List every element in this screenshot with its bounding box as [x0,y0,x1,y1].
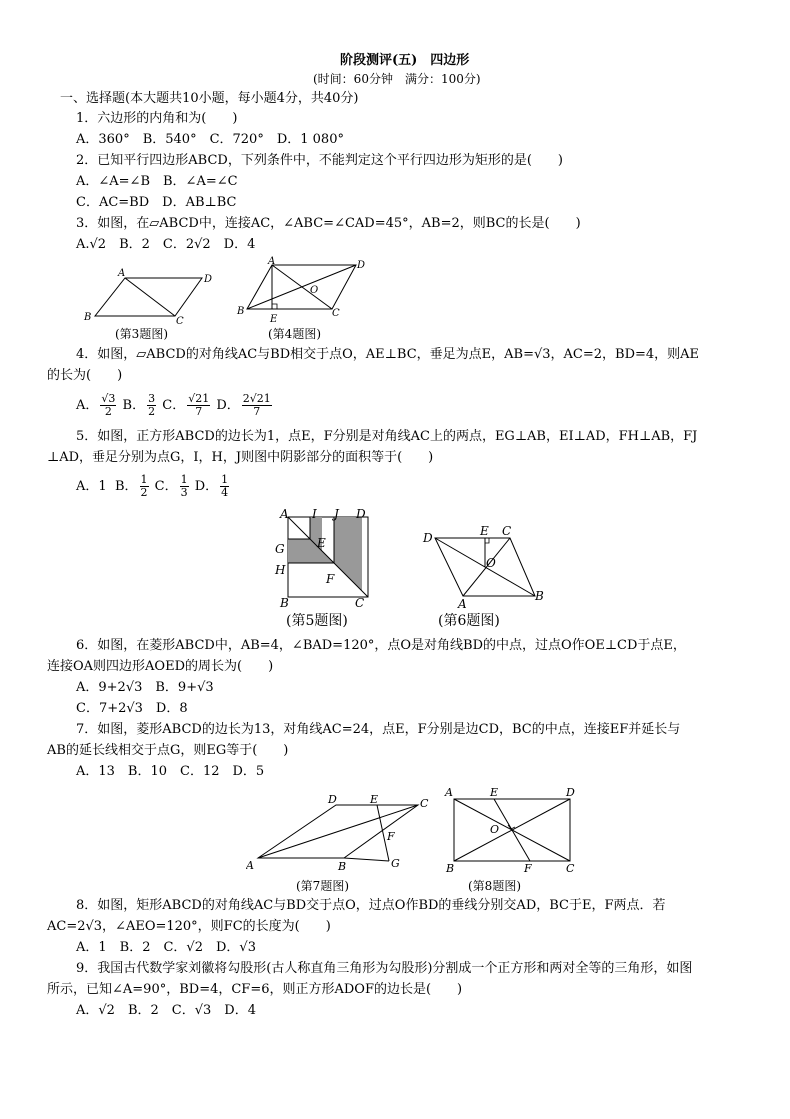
fig8-label-o: O [490,823,500,836]
fig3-label-c: C [176,316,184,326]
figure-8 [442,783,582,875]
q3-stem: 3．如图，在▱ABCD中，连接AC，∠ABC=∠CAD=45°，AB=2，则BC的长是( ) [76,216,581,231]
q5-stem-2: ⊥AD，垂足分别为点G，I，H，J则图中阴影部分的面积等于( ) [47,450,434,465]
figure-7 [246,793,436,873]
q4-opt-b-label: B． [122,398,146,413]
q4-opt-a-label: A． [76,398,99,413]
fig5-label-a: A [280,507,289,521]
fig8-label-a: A [445,786,453,799]
q5-stem-1: 5．如图，正方形ABCD的边长为1，点E，F分别是对角线AC上的两点，EG⊥AB，EI⊥AD，FH⊥AB，FJ [76,429,698,444]
fig6-label-e: E [480,524,489,538]
fig7-caption: (第7题图) [296,879,349,893]
q4-options [76,386,274,426]
q2-options-ab: A．∠A=∠B B．∠A=∠C [76,174,238,189]
fig8-label-e: E [490,786,499,799]
fig8-caption: (第8题图) [468,879,521,893]
figure-3 [80,262,220,326]
figure-6 [420,522,550,608]
q2-options-cd: C．AC=BD D．AB⊥BC [76,195,237,210]
fig4-label-e: E [270,314,278,325]
fig5-label-g: G [275,542,285,556]
fig6-label-a: A [458,597,467,608]
fig6-caption: (第6题图) [438,613,500,629]
q9-stem-2: 所示，已知∠A=90°，BD=4，CF=6，则正方形ADOF的边长是( ) [47,982,463,997]
q4-opt-d-label: D． [216,398,240,413]
fig4-label-d: D [357,260,366,271]
fig5-label-i: I [312,507,317,521]
fig3-label-a: A [118,268,126,279]
q4-stem-2: 的长为( ) [47,368,123,383]
fig7-label-a: A [246,859,254,872]
q2-stem: 2．已知平行四边形ABCD，下列条件中，不能判定这个平行四边形为矩形的是( ) [76,153,563,168]
fig5-caption: (第5题图) [286,613,348,629]
q1-options: A．360° B．540° C．720° D．1 080° [76,132,344,147]
fig3-label-b: B [84,312,92,323]
q8-stem-1: 8．如图，矩形ABCD的对角线AC与BD交于点O，过点O作BD的垂线分别交AD，BC于E，F两点．若 [76,898,666,913]
page-title: 阶段测评(五) 四边形 [340,53,470,68]
fig7-label-e: E [370,793,379,806]
q9-stem-1: 9．我国古代数学家刘徽将勾股形(古人称直角三角形为勾股形)分割成一个正方形和两对全等的三角形，如图 [76,961,693,976]
fig8-label-c: C [566,862,575,875]
q6-options-cd: C．7+2√3 D．8 [76,701,188,716]
q6-stem-2: 连接OA则四边形AOED的周长为( ) [47,659,274,674]
fig5-label-b: B [280,596,289,610]
q5-options: A．1 B． $\frac{1}{2}$ C． $\frac{1}{3}$ D． $\frac{1}{4}$ [76,473,229,499]
figure-4 [232,256,372,326]
q9-options: A．√2 B．2 C．√3 D．4 [76,1003,256,1018]
fig7-label-c: C [420,797,429,810]
q6-options-ab: A．9+2√3 B．9+√3 [76,680,214,695]
fig4-caption: (第4题图) [268,327,321,341]
q6-stem-1: 6．如图，在菱形ABCD中，AB=4，∠BAD=120°，点O是对角线BD的中点，过点O作OE⊥CD于点E， [76,638,686,653]
fig5-label-f: F [326,572,335,586]
q4-stem-1: 4．如图，▱ABCD的对角线AC与BD相交于点O，AE⊥BC，垂足为点E，AB=√3，AC=2，BD=4，则AE [76,347,700,362]
fig4-label-o: O [310,285,319,296]
fig6-label-d: D [423,531,433,545]
fig6-label-o: O [486,556,496,570]
fig6-label-b: B [535,589,544,603]
q4-opt-c-label: C． [162,398,186,413]
fig5-label-e: E [317,536,326,550]
fig6-label-c: C [502,524,512,538]
fig7-label-b: B [338,860,347,873]
fig7-label-f: F [387,830,395,843]
fig7-label-g: G [391,857,400,870]
fig4-label-b: B [237,306,245,317]
q4-opt-a-frac: $\frac{√3}{2}$ [101,392,116,418]
fig8-label-d: D [566,786,575,799]
fig8-label-b: B [446,862,455,875]
q4-opt-d-frac: $\frac{2√21}{7}$ [242,392,271,418]
page-subtitle: (时间：60分钟 满分：100分) [313,72,481,86]
figure-5 [272,505,382,610]
q7-stem-2: AB的延长线相交于点G，则EG等于( ) [47,743,289,758]
fig8-label-f: F [524,862,532,875]
fig5-label-h: H [275,563,286,577]
fig5-label-c: C [355,596,365,610]
fig7-label-d: D [328,793,337,806]
fig3-caption: (第3题图) [115,327,168,341]
q7-stem-1: 7．如图，菱形ABCD的边长为13，对角线AC=24，点E，F分别是边CD，BC的中点，连接EF并延长与 [76,722,681,737]
q4-opt-b-frac: $\frac{3}{2}$ [148,392,156,418]
fig5-label-d: D [356,507,366,521]
section-heading: 一、选择题(本大题共10小题，每小题4分，共40分) [60,91,359,106]
q8-options: A．1 B．2 C．√2 D．√3 [76,940,256,955]
q1-stem: 1．六边形的内角和为( ) [76,111,238,126]
fig5-label-j: J [334,507,339,521]
q7-options: A．13 B．10 C．12 D．5 [76,764,265,779]
fig4-label-a: A [268,256,276,267]
fig4-label-c: C [332,308,340,319]
q3-options: A.√2 B．2 C．2√2 D．4 [76,237,256,252]
q4-opt-c-frac: $\frac{√21}{7}$ [188,392,210,418]
fig3-label-d: D [204,274,213,285]
q8-stem-2: AC=2√3，∠AEO=120°，则FC的长度为( ) [47,919,331,934]
